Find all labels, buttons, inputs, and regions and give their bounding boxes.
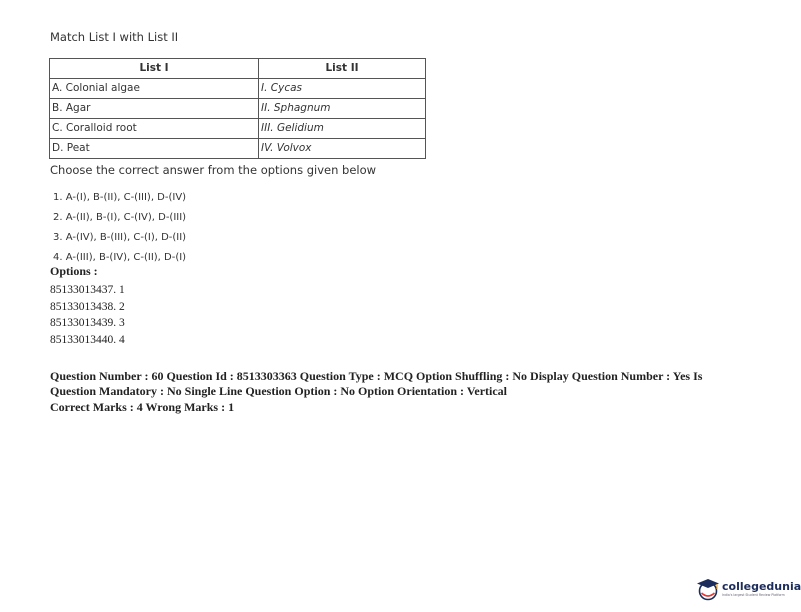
list-2-cell: I. Cycas (259, 79, 426, 99)
logo-brand: collegedunia (722, 579, 801, 593)
option-id-item: 85133013440. 4 (50, 333, 125, 346)
list-2-header: List II (259, 59, 426, 79)
table-row (50, 79, 426, 99)
logo-tagline: India's largest Student Review Platform (722, 592, 785, 597)
question-title: Match List I with List II (50, 30, 179, 44)
match-table (49, 58, 426, 159)
option-id-item: 85133013439. 3 (50, 317, 125, 329)
table-row (50, 99, 426, 119)
table-row (50, 139, 426, 159)
list-1-cell: A. Colonial algae (50, 79, 259, 99)
option-id-item: 85133013438. 2 (50, 300, 125, 313)
question-instruction: Choose the correct answer from the options given below (50, 163, 377, 177)
logo-text (722, 581, 801, 598)
list-1-header: List I (50, 59, 259, 79)
options-heading: Options : (50, 264, 98, 278)
choice-item: 3. A-(IV), B-(III), C-(I), D-(II) (53, 232, 187, 243)
option-id-list (50, 282, 125, 348)
table-header-row (50, 59, 426, 79)
option-id-item: 85133013437. 1 (50, 284, 125, 296)
list-2-cell: II. Sphagnum (259, 99, 426, 119)
list-1-cell: B. Agar (50, 99, 259, 119)
table-row (50, 119, 426, 139)
choice-item: 4. A-(III), B-(IV), C-(II), D-(I) (53, 252, 187, 263)
collegedunia-logo (696, 574, 801, 604)
graduation-cap-icon (696, 577, 720, 601)
question-metadata (50, 369, 740, 415)
choice-item: 2. A-(II), B-(I), C-(IV), D-(III) (53, 212, 187, 223)
marks-line: Correct Marks : 4 Wrong Marks : 1 (50, 400, 235, 414)
list-1-cell: C. Coralloid root (50, 119, 259, 139)
answer-choices (53, 188, 186, 268)
choice-item: 1. A-(I), B-(II), C-(III), D-(IV) (53, 192, 187, 203)
list-1-cell: D. Peat (50, 139, 259, 159)
list-2-cell: III. Gelidium (259, 119, 426, 139)
question-meta-line: Question Number : 60 Question Id : 8513303363 Question Type : MCQ Option Shuffling : No Display Question Number : Yes Is Question Mandatory : No Single Line Question Option : No Option Orientation : Vertical (50, 369, 703, 398)
list-2-cell: IV. Volvox (259, 139, 426, 159)
